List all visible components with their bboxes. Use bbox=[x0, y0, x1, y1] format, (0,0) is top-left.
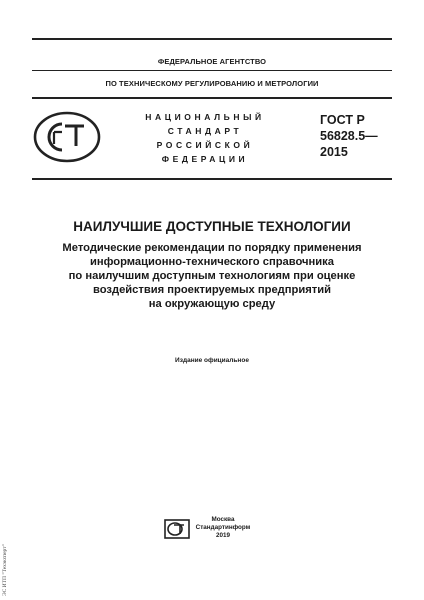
document-title: НАИЛУЧШИЕ ДОСТУПНЫЕ ТЕХНОЛОГИИ bbox=[73, 219, 351, 234]
agency-line-2: ПО ТЕХНИЧЕСКОМУ РЕГУЛИРОВАНИЮ И МЕТРОЛОГИИ bbox=[105, 79, 319, 88]
standard-type bbox=[140, 110, 270, 166]
subtitle-line: по наилучшим доступным технологиям при оценке bbox=[68, 270, 356, 282]
standard-code-line: 2015 bbox=[320, 145, 348, 159]
agency-divider bbox=[32, 70, 392, 71]
edition-label: Издание официальное bbox=[175, 357, 249, 364]
gost-r-emblem-icon bbox=[32, 110, 102, 164]
standard-type-line: СТАНДАРТ bbox=[167, 126, 243, 136]
standard-type-line: НАЦИОНАЛЬНЫЙ bbox=[145, 112, 265, 122]
side-note-text: ЭС ИТП "Техэксперт" bbox=[2, 544, 8, 596]
standard-type-line: ФЕДЕРАЦИИ bbox=[161, 154, 249, 164]
subtitle-line: на окружающую среду bbox=[148, 298, 276, 310]
standard-code-line: ГОСТ Р bbox=[320, 113, 365, 127]
document-subtitle bbox=[20, 241, 404, 311]
publisher-name: Стандартинформ bbox=[195, 524, 251, 531]
subtitle-line: Методические рекомендации по порядку применения bbox=[62, 242, 362, 254]
standartinform-logo-icon bbox=[164, 519, 190, 539]
top-rule bbox=[32, 38, 392, 40]
standard-type-line: РОССИЙСКОЙ bbox=[156, 140, 254, 150]
agency-line-1: ФЕДЕРАЛЬНОЕ АГЕНТСТВО bbox=[157, 57, 267, 66]
side-note bbox=[2, 520, 12, 600]
subtitle-line: информационно-технического справочника bbox=[89, 256, 335, 268]
standard-divider bbox=[32, 178, 392, 180]
publisher-info bbox=[193, 516, 253, 540]
publisher-year: 2019 bbox=[215, 532, 230, 539]
publisher-city: Москва bbox=[211, 516, 235, 523]
header-divider bbox=[32, 97, 392, 99]
standard-code bbox=[320, 112, 378, 160]
standard-code-line: 56828.5— bbox=[320, 129, 378, 143]
subtitle-line: воздействия проектируемых предприятий bbox=[92, 284, 331, 296]
